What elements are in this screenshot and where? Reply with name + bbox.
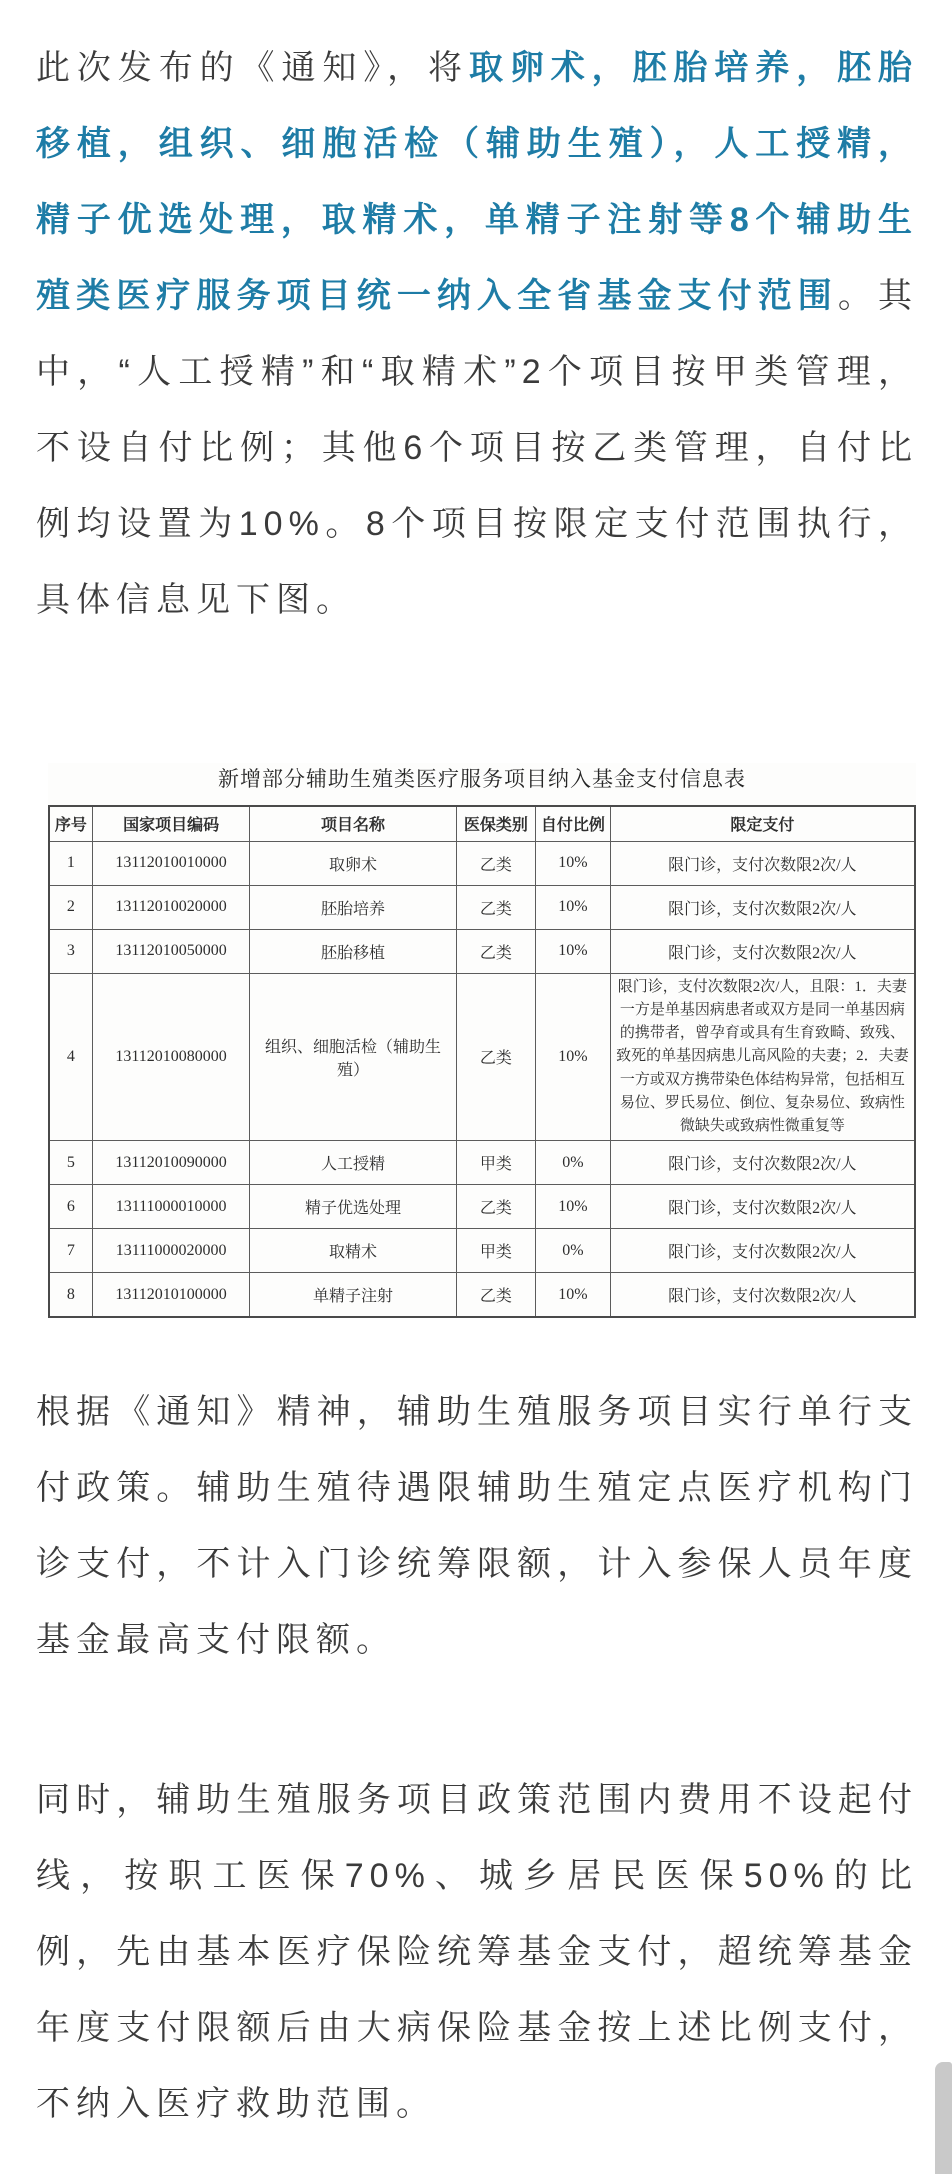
cell-serial: 5	[49, 1141, 92, 1185]
cell-serial: 6	[49, 1185, 92, 1229]
cell-code: 13111000020000	[92, 1229, 250, 1273]
cell-name: 人工授精	[250, 1141, 456, 1185]
table-row	[49, 841, 915, 885]
cell-limit: 限门诊，支付次数限2次/人	[610, 929, 915, 973]
cell-ratio: 0%	[536, 1141, 610, 1185]
cell-serial: 2	[49, 885, 92, 929]
header-category: 医保类别	[456, 806, 536, 841]
cell-code: 13112010090000	[92, 1141, 250, 1185]
cell-code: 13111000010000	[92, 1185, 250, 1229]
cell-limit: 限门诊，支付次数限2次/人，且限：1．夫妻一方是单基因病患者或双方是同一单基因病的携带者，曾孕育或具有生育致畸、致残、致死的单基因病患儿高风险的夫妻；2．夫妻一方或双方携带染色体结构异常，包括相互易位、罗氏易位、倒位、复杂易位、致病性微缺失或致病性微重复等	[610, 973, 915, 1141]
table-header-row	[49, 806, 915, 841]
paragraph-intro-prefix: 此次发布的《通知》，将	[36, 49, 469, 87]
cell-category: 乙类	[456, 929, 536, 973]
header-ratio: 自付比例	[536, 806, 610, 841]
cell-ratio: 0%	[536, 1229, 610, 1273]
cell-ratio: 10%	[536, 929, 610, 973]
cell-name: 单精子注射	[250, 1273, 456, 1317]
cell-name: 组织、细胞活检（辅助生殖）	[250, 973, 456, 1141]
cell-name: 胚胎移植	[250, 929, 456, 973]
paragraph-policy: 根据《通知》精神，辅助生殖服务项目实行单行支付政策。辅助生殖待遇限辅助生殖定点医疗机构门诊支付，不计入门诊统筹限额，计入参保人员年度基金最高支付限额。	[36, 1392, 918, 1659]
paragraph-intro	[36, 30, 918, 638]
table-figure	[48, 763, 916, 1318]
cell-name: 取精术	[250, 1229, 456, 1273]
cell-code: 13112010020000	[92, 885, 250, 929]
cell-code: 13112010080000	[92, 973, 250, 1141]
cell-ratio: 10%	[536, 973, 610, 1141]
cell-ratio: 10%	[536, 841, 610, 885]
cell-name: 精子优选处理	[250, 1185, 456, 1229]
paragraph-intro-suffix: 。其中，“人工授精”和“取精术”2个项目按甲类管理，不设自付比例；其他6个项目按乙类管理，自付比例均设置为10%。8个项目按限定支付范围执行，具体信息见下图。	[36, 277, 919, 619]
cell-limit: 限门诊，支付次数限2次/人	[610, 885, 915, 929]
paragraph-intro-highlight: 取卵术，胚胎培养，胚胎移植，组织、细胞活检（辅助生殖），人工授精，精子优选处理，取精术，单精子注射等8个辅助生殖类医疗服务项目统一纳入全省基金支付范围	[36, 49, 918, 315]
cell-limit: 限门诊，支付次数限2次/人	[610, 841, 915, 885]
table-row	[49, 973, 915, 1141]
table-title: 新增部分辅助生殖类医疗服务项目纳入基金支付信息表	[218, 767, 746, 791]
cell-serial: 7	[49, 1229, 92, 1273]
header-name: 项目名称	[250, 806, 456, 841]
cell-ratio: 10%	[536, 1185, 610, 1229]
cell-serial: 3	[49, 929, 92, 973]
table-row	[49, 1141, 915, 1185]
cell-code: 13112010050000	[92, 929, 250, 973]
cell-serial: 8	[49, 1273, 92, 1317]
payment-table	[48, 805, 916, 1318]
cell-category: 甲类	[456, 1141, 536, 1185]
cell-ratio: 10%	[536, 1273, 610, 1317]
header-serial: 序号	[49, 806, 92, 841]
cell-code: 13112010010000	[92, 841, 250, 885]
cell-limit: 限门诊，支付次数限2次/人	[610, 1229, 915, 1273]
cell-ratio: 10%	[536, 885, 610, 929]
cell-name: 取卵术	[250, 841, 456, 885]
cell-category: 乙类	[456, 1273, 536, 1317]
cell-category: 甲类	[456, 1229, 536, 1273]
cell-category: 乙类	[456, 841, 536, 885]
header-limit: 限定支付	[610, 806, 915, 841]
cell-limit: 限门诊，支付次数限2次/人	[610, 1273, 915, 1317]
table-row	[49, 929, 915, 973]
cell-serial: 4	[49, 973, 92, 1141]
table-row	[49, 1185, 915, 1229]
cell-code: 13112010100000	[92, 1273, 250, 1317]
cell-serial: 1	[49, 841, 92, 885]
header-code: 国家项目编码	[92, 806, 250, 841]
cell-category: 乙类	[456, 1185, 536, 1229]
cell-category: 乙类	[456, 885, 536, 929]
table-row	[49, 1273, 915, 1317]
cell-name: 胚胎培养	[250, 885, 456, 929]
table-row	[49, 1229, 915, 1273]
cell-limit: 限门诊，支付次数限2次/人	[610, 1141, 915, 1185]
table-row	[49, 885, 915, 929]
cell-category: 乙类	[456, 973, 536, 1141]
paragraph-ratio: 同时，辅助生殖服务项目政策范围内费用不设起付线，按职工医保70%、城乡居民医保50%的比例，先由基本医疗保险统筹基金支付，超统筹基金年度支付限额后由大病保险基金按上述比例支付，不纳入医疗救助范围。	[36, 1780, 918, 2123]
scrollbar-thumb[interactable]	[935, 2062, 952, 2174]
cell-limit: 限门诊，支付次数限2次/人	[610, 1185, 915, 1229]
